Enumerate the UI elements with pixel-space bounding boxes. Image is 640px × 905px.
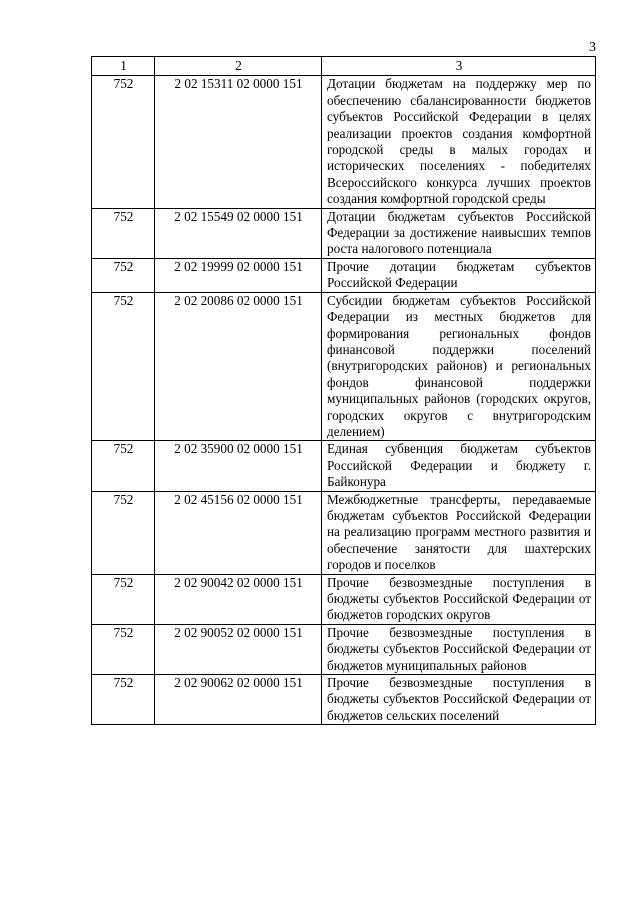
- admin-code-cell: 752: [92, 208, 155, 258]
- table-row: [92, 258, 596, 292]
- revenue-code-cell: 2 02 15549 02 0000 151: [155, 208, 322, 258]
- table-row: [92, 624, 596, 674]
- admin-code-cell: 752: [92, 675, 155, 725]
- revenue-code-cell: 2 02 20086 02 0000 151: [155, 292, 322, 441]
- revenue-code-cell: 2 02 90062 02 0000 151: [155, 675, 322, 725]
- admin-code-cell: 752: [92, 76, 155, 208]
- table-row: [92, 491, 596, 574]
- admin-code-cell: 752: [92, 258, 155, 292]
- revenue-name-cell: Единая субвенция бюджетам субъектов Российской Федерации и бюджету г. Байконура: [322, 441, 596, 491]
- revenue-code-cell: 2 02 90042 02 0000 151: [155, 574, 322, 624]
- revenue-name-cell: Дотации бюджетам субъектов Российской Федерации за достижение наивысших темпов роста налогового потенциала: [322, 208, 596, 258]
- revenue-name-cell: Межбюджетные трансферты, передаваемые бюджетам субъектов Российской Федерации на реализацию программ местного развития и обеспечение занятости для шахтерских городов и поселков: [322, 491, 596, 574]
- column-header-3: 3: [322, 57, 596, 76]
- admin-code-cell: 752: [92, 292, 155, 441]
- column-header-2: 2: [155, 57, 322, 76]
- admin-code-cell: 752: [92, 491, 155, 574]
- table-header-row: [92, 57, 596, 76]
- admin-code-cell: 752: [92, 624, 155, 674]
- table-row: [92, 441, 596, 491]
- revenue-name-cell: Прочие дотации бюджетам субъектов Российской Федерации: [322, 258, 596, 292]
- revenue-code-cell: 2 02 45156 02 0000 151: [155, 491, 322, 574]
- revenue-code-cell: 2 02 19999 02 0000 151: [155, 258, 322, 292]
- table-row: [92, 574, 596, 624]
- page-number: 3: [589, 40, 596, 55]
- admin-code-cell: 752: [92, 441, 155, 491]
- table-row: [92, 675, 596, 725]
- revenue-code-cell: 2 02 90052 02 0000 151: [155, 624, 322, 674]
- revenue-name-cell: Прочие безвозмездные поступления в бюджеты субъектов Российской Федерации от бюджетов городских округов: [322, 574, 596, 624]
- revenue-name-cell: Субсидии бюджетам субъектов Российской Федерации из местных бюджетов для формирования региональных фондов финансовой поддержки поселений (внутригородских районов) и региональных фондов финансовой поддержки муниципальных районов (городских округов, городских округов с внутригородским делением): [322, 292, 596, 441]
- revenue-name-cell: Прочие безвозмездные поступления в бюджеты субъектов Российской Федерации от бюджетов сельских поселений: [322, 675, 596, 725]
- column-header-1: 1: [92, 57, 155, 76]
- revenue-name-cell: Прочие безвозмездные поступления в бюджеты субъектов Российской Федерации от бюджетов муниципальных районов: [322, 624, 596, 674]
- table-row: [92, 76, 596, 208]
- revenue-name-cell: Дотации бюджетам на поддержку мер по обеспечению сбалансированности бюджетов субъектов Российской Федерации в целях реализации проектов создания комфортной городской среды в малых городах и исторических поселениях - победителях Всероссийского конкурса лучших проектов создания комфортной городской среды: [322, 76, 596, 208]
- table-row: [92, 208, 596, 258]
- revenue-code-cell: 2 02 15311 02 0000 151: [155, 76, 322, 208]
- table-row: [92, 292, 596, 441]
- admin-code-cell: 752: [92, 574, 155, 624]
- budget-revenue-table: [91, 56, 596, 725]
- revenue-code-cell: 2 02 35900 02 0000 151: [155, 441, 322, 491]
